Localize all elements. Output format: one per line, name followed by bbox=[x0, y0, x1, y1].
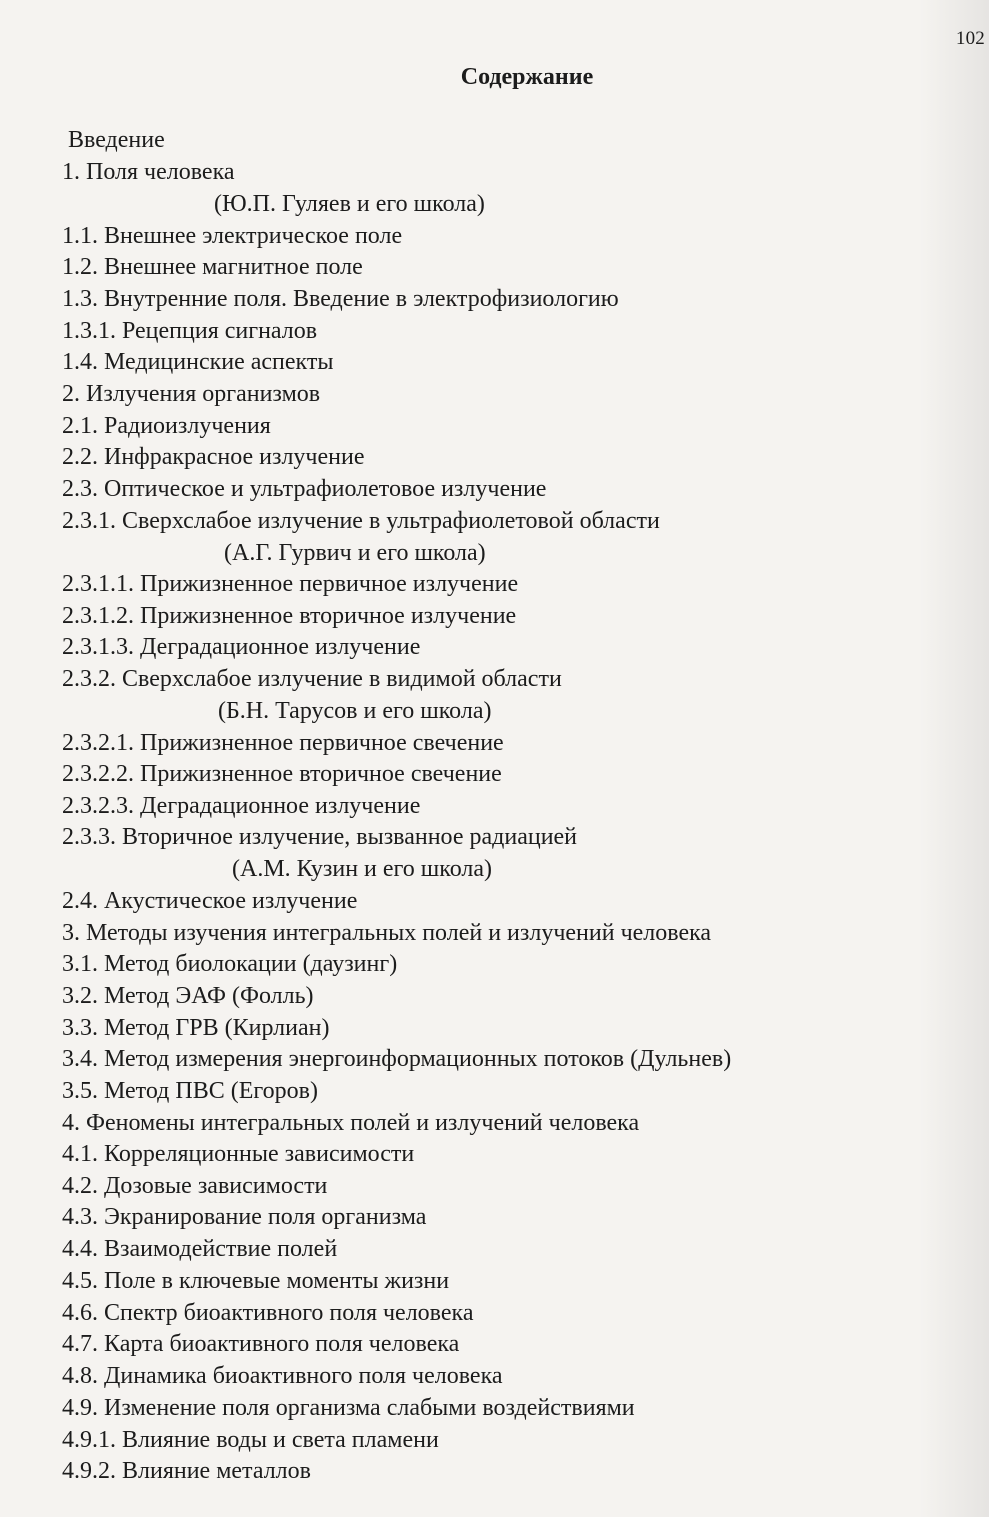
toc-entry: 2.3.2.3. Деградационное излучение bbox=[62, 793, 421, 819]
toc-entry: 4.2. Дозовые зависимости bbox=[62, 1173, 328, 1199]
toc-entry: 2.3.1.2. Прижизненное вторичное излучение bbox=[62, 603, 517, 629]
toc-entry: (А.М. Кузин и его школа) bbox=[232, 856, 493, 882]
page-title: Содержание bbox=[460, 64, 594, 90]
toc-entry: 3.1. Метод биолокации (даузинг) bbox=[62, 951, 398, 977]
toc-entry: 1.3.1. Рецепция сигналов bbox=[62, 318, 318, 344]
toc-entry: 3.2. Метод ЭАФ (Фолль) bbox=[62, 983, 314, 1009]
toc-entry: (А.Г. Гурвич и его школа) bbox=[224, 540, 486, 566]
toc-entry: 4.7. Карта биоактивного поля человека bbox=[62, 1331, 460, 1357]
toc-entry: 2.3.2.1. Прижизненное первичное свечение bbox=[62, 730, 504, 756]
toc-entry: (Ю.П. Гуляев и его школа) bbox=[214, 191, 485, 217]
toc-entry: 3.3. Метод ГРВ (Кирлиан) bbox=[62, 1015, 330, 1041]
toc-entry: 4.5. Поле в ключевые моменты жизни bbox=[62, 1268, 450, 1294]
page-number: 102 bbox=[955, 28, 985, 49]
toc-entry: 1.4. Медицинские аспекты bbox=[62, 349, 334, 375]
toc-entry: 4. Феномены интегральных полей и излучений человека bbox=[62, 1110, 640, 1136]
toc-entry: 1.3. Внутренние поля. Введение в электрофизиологию bbox=[62, 286, 619, 312]
toc-entry: 2.2. Инфракрасное излучение bbox=[62, 444, 365, 470]
toc-entry: 3.5. Метод ПВС (Егоров) bbox=[62, 1078, 318, 1104]
toc-entry: 2.3.3. Вторичное излучение, вызванное радиацией bbox=[62, 824, 578, 850]
toc-entry: 4.4. Взаимодействие полей bbox=[62, 1236, 338, 1262]
toc-entry: 2.3.1. Сверхслабое излучение в ультрафиолетовой области bbox=[62, 508, 660, 534]
toc-entry: 2.3.2. Сверхслабое излучение в видимой области bbox=[62, 666, 562, 692]
toc-entry: 4.9.2. Влияние металлов bbox=[62, 1458, 311, 1484]
toc-entry: 2.3. Оптическое и ультрафиолетовое излучение bbox=[62, 476, 547, 502]
toc-entry: 4.3. Экранирование поля организма bbox=[62, 1204, 427, 1230]
toc-entry: 1.2. Внешнее магнитное поле bbox=[62, 254, 363, 280]
toc-entry: 2.4. Акустическое излучение bbox=[62, 888, 358, 914]
toc-entry: 4.6. Спектр биоактивного поля человека bbox=[62, 1300, 474, 1326]
toc-entry: 4.9. Изменение поля организма слабыми воздействиями bbox=[62, 1395, 635, 1421]
toc-entry: (Б.Н. Тарусов и его школа) bbox=[218, 698, 492, 724]
toc-entry: 3.4. Метод измерения энергоинформационных потоков (Дульнев) bbox=[62, 1046, 732, 1072]
toc-entry: 2.1. Радиоизлучения bbox=[62, 413, 271, 439]
toc-entry: 2.3.1.1. Прижизненное первичное излучение bbox=[62, 571, 519, 597]
toc-entry: 4.1. Корреляционные зависимости bbox=[62, 1141, 415, 1167]
toc-entry: 1. Поля человека bbox=[62, 159, 235, 185]
toc-entry: 2. Излучения организмов bbox=[62, 381, 321, 407]
toc-entry: 4.9.1. Влияние воды и света пламени bbox=[62, 1427, 439, 1453]
toc-entry: Введение bbox=[68, 127, 165, 153]
toc-entry: 2.3.1.3. Деградационное излучение bbox=[62, 634, 421, 660]
toc-entry: 4.8. Динамика биоактивного поля человека bbox=[62, 1363, 503, 1389]
toc-entry: 3. Методы изучения интегральных полей и излучений человека bbox=[62, 920, 712, 946]
toc-entry: 2.3.2.2. Прижизненное вторичное свечение bbox=[62, 761, 502, 787]
toc-entry: 1.1. Внешнее электрическое поле bbox=[62, 223, 403, 249]
